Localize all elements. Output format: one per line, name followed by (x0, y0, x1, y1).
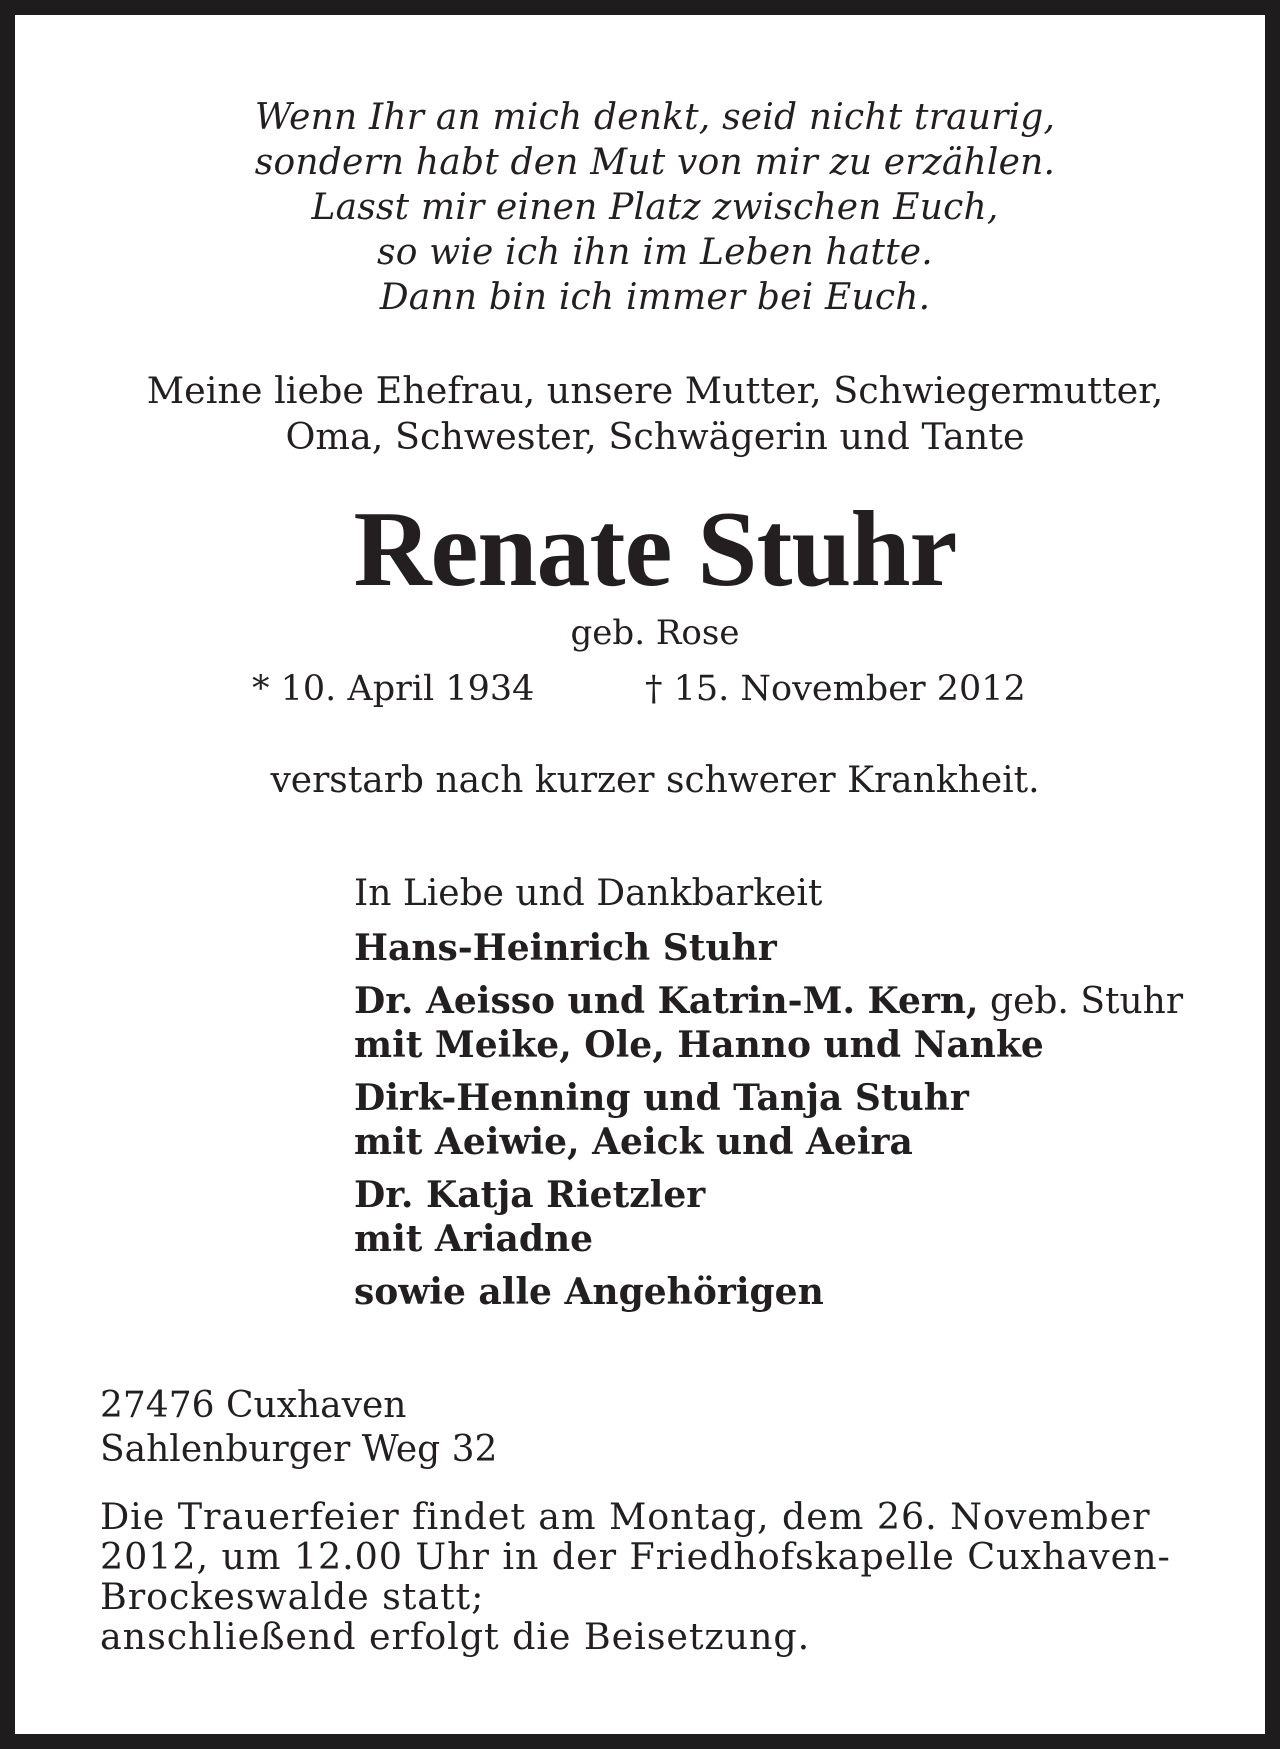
deceased-name: Renate Stuhr (353, 490, 957, 609)
mourner-group (354, 1076, 1183, 1164)
poem-line: Wenn Ihr an mich denkt, seid nicht traurig, (254, 97, 1056, 138)
mourner-line: Hans-Heinrich Stuhr (354, 927, 777, 969)
mourner-line: mit Aeiwie, Aeick und Aeira (354, 1121, 913, 1163)
intro-line: Meine liebe Ehefrau, unsere Mutter, Schwiegermutter, (146, 369, 1164, 412)
birth-date: * 10. April 1934 (252, 669, 535, 709)
mourner-name: Dr. Aeisso und Katrin-M. Kern, (354, 980, 979, 1022)
poem (15, 95, 1280, 320)
passing-text: verstarb nach kurzer schwerer Krankheit. (270, 760, 1040, 801)
mourner-line (354, 979, 1183, 1023)
mourner-line: sowie alle Angehörigen (354, 1271, 824, 1313)
mourner-group (354, 1173, 1183, 1261)
address-street: Sahlenburger Weg 32 (100, 1429, 498, 1470)
life-dates (15, 667, 1280, 711)
mourner-born-name: geb. Stuhr (978, 981, 1184, 1022)
mourner-line: Dirk-Henning und Tanja Stuhr (354, 1077, 969, 1119)
poem-line: so wie ich ihn im Leben hatte. (377, 232, 933, 273)
mourner-group (354, 926, 1183, 970)
mourners-lead: In Liebe und Dankbarkeit (354, 873, 823, 914)
service-info (100, 1497, 1171, 1657)
birth-name: geb. Rose (570, 613, 740, 653)
poem-line: Lasst mir einen Platz zwischen Euch, (311, 187, 999, 228)
poem-line: sondern habt den Mut von mir zu erzählen. (254, 142, 1056, 183)
mourner-group (354, 1270, 1183, 1314)
mourners (354, 872, 1183, 1323)
address (100, 1384, 497, 1472)
intro-text (15, 368, 1280, 460)
address-city: 27476 Cuxhaven (100, 1385, 407, 1426)
mourner-line: mit Meike, Ole, Hanno und Nanke (354, 1024, 1044, 1066)
service-line: 2012, um 12.00 Uhr in der Friedhofskapelle Cuxhaven- (100, 1535, 1171, 1578)
mourner-line: Dr. Katja Rietzler (354, 1174, 706, 1216)
service-line: Die Trauerfeier findet am Montag, dem 26. November (100, 1495, 1151, 1538)
service-line: Brockeswalde statt; (100, 1575, 485, 1618)
mourner-group (354, 979, 1183, 1067)
intro-line: Oma, Schwester, Schwägerin und Tante (285, 415, 1025, 458)
death-date: † 15. November 2012 (645, 669, 1026, 709)
service-line: anschließend erfolgt die Beisetzung. (100, 1615, 811, 1658)
poem-line: Dann bin ich immer bei Euch. (379, 277, 931, 318)
mourner-line: mit Ariadne (354, 1218, 594, 1260)
